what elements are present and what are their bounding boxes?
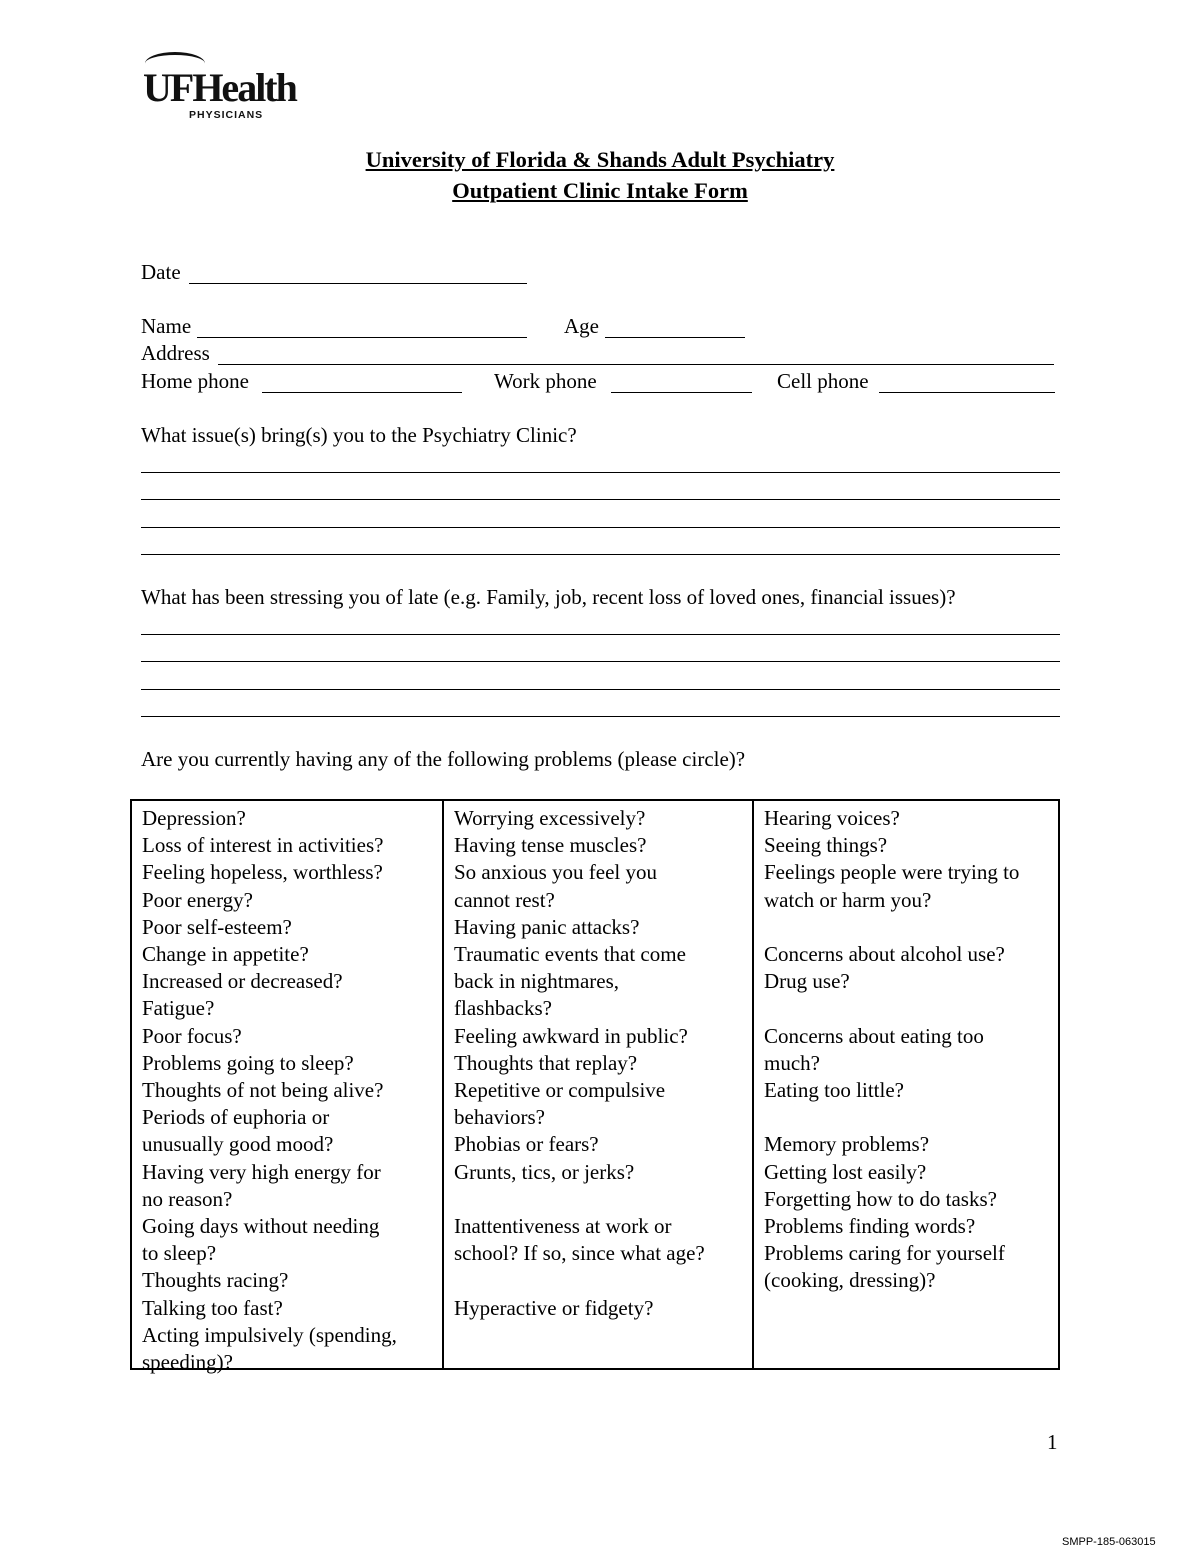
name-field[interactable] [197,337,527,338]
problem-item[interactable]: Hearing voices? [764,806,900,830]
problem-item[interactable]: flashbacks? [454,996,552,1021]
page-number: 1 [1047,1430,1058,1454]
stress-answer-line[interactable] [141,689,1060,690]
problem-item[interactable]: Getting lost easily? [764,1159,927,1184]
issues-answer-line[interactable] [141,499,1060,500]
problem-item[interactable]: Phobias or fears? [454,1132,599,1157]
stress-answer-line[interactable] [141,661,1060,662]
problem-item[interactable]: Talking too fast? [142,1295,283,1320]
problem-item[interactable]: Repetitive or compulsive [454,1078,666,1103]
problem-item[interactable]: Going days without needing [142,1214,380,1239]
spacer [764,914,1048,941]
problem-item[interactable]: Acting impulsively (spending, [142,1322,397,1347]
spacer [454,1267,742,1294]
issues-answer-line[interactable] [141,527,1060,528]
problem-item[interactable]: Thoughts of not being alive? [142,1078,384,1103]
problem-item[interactable]: school? If so, since what age? [454,1241,705,1266]
date-label: Date [141,260,181,284]
problem-item[interactable]: Problems finding words? [764,1214,976,1238]
logo-sub-text: PHYSICIANS [189,109,264,121]
problem-item[interactable]: Poor self-esteem? [142,914,292,939]
problem-item[interactable]: Fatigue? [142,996,215,1021]
problem-item[interactable]: Feeling awkward in public? [454,1023,688,1048]
problem-item[interactable]: much? [764,1050,820,1075]
problem-item[interactable]: Memory problems? [764,1132,930,1157]
date-field[interactable] [189,283,527,284]
stress-question: What has been stressing you of late (e.g. Family, job, recent loss of loved ones, financial issues)? [141,585,956,609]
problem-item[interactable]: Change in appetite? [142,942,309,967]
name-label: Name [141,314,192,338]
problem-item[interactable]: Thoughts racing? [142,1268,289,1293]
problem-item[interactable]: Poor energy? [142,887,253,912]
problem-item[interactable]: (cooking, dressing)? [764,1268,936,1293]
spacer [764,995,1048,1022]
problem-item[interactable]: speeding)? [142,1350,233,1375]
age-label: Age [564,314,599,338]
problem-item[interactable]: Eating too little? [764,1078,904,1102]
problem-item[interactable]: Having very high energy for [142,1159,381,1184]
problem-item[interactable]: Thoughts that replay? [454,1050,638,1075]
problems-column-other [752,801,1058,1368]
problem-item[interactable]: Increased or decreased? [142,969,343,994]
form-title-line2: Outpatient Clinic Intake Form [452,178,748,203]
problem-item[interactable]: behaviors? [454,1105,545,1130]
problem-item[interactable]: cannot rest? [454,887,555,912]
problem-item[interactable]: Drug use? [764,969,850,994]
problem-item[interactable]: Inattentiveness at work or [454,1214,672,1239]
form-title-line1: University of Florida & Shands Adult Psychiatry [365,147,835,172]
problem-item[interactable]: Having tense muscles? [454,833,647,858]
spacer [454,1186,742,1213]
problem-item[interactable]: Feelings people were trying to [764,860,1020,885]
problem-item[interactable]: unusually good mood? [142,1132,334,1157]
problems-question: Are you currently having any of the following problems (please circle)? [141,747,746,771]
problem-item[interactable]: Forgetting how to do tasks? [764,1186,997,1211]
problem-item[interactable]: Problems going to sleep? [142,1050,354,1075]
logo-main-text: UFHealth [143,65,296,110]
home-phone-field[interactable] [262,392,462,393]
home-phone-label: Home phone [141,369,249,393]
problem-item[interactable]: Periods of euphoria or [142,1105,330,1130]
age-field[interactable] [605,337,745,338]
work-phone-field[interactable] [611,392,752,393]
problem-item[interactable]: So anxious you feel you [454,860,657,885]
problem-item[interactable]: no reason? [142,1186,233,1211]
work-phone-label: Work phone [494,369,597,393]
problem-item[interactable]: Loss of interest in activities? [142,833,384,858]
problems-table [130,799,1060,1375]
cell-phone-field[interactable] [879,392,1055,393]
problem-item[interactable]: Poor focus? [142,1023,242,1048]
problem-item[interactable]: Problems caring for yourself [764,1241,1005,1266]
stress-answer-line[interactable] [141,634,1060,635]
problem-item[interactable]: to sleep? [142,1241,217,1266]
problem-item[interactable]: Traumatic events that come [454,942,686,967]
problem-item[interactable]: Worrying excessively? [454,806,646,830]
problem-item[interactable]: Having panic attacks? [454,914,640,939]
issues-answer-line[interactable] [141,554,1060,555]
problems-column-mood [132,801,442,1375]
problems-column-anxiety [442,801,752,1368]
problem-item[interactable]: watch or harm you? [764,887,932,912]
address-label: Address [141,341,210,365]
ufhealth-logo [143,52,318,122]
problem-item[interactable]: Depression? [142,806,246,830]
issues-question: What issue(s) bring(s) you to the Psychiatry Clinic? [141,423,577,447]
problem-item[interactable]: Feeling hopeless, worthless? [142,860,383,885]
form-code: SMPP-185-063015 [1062,1536,1156,1548]
stress-answer-line[interactable] [141,716,1060,717]
problem-item[interactable]: Seeing things? [764,833,888,858]
problem-item[interactable]: back in nightmares, [454,969,620,994]
problem-item[interactable]: Hyperactive or fidgety? [454,1295,654,1320]
problem-item[interactable]: Concerns about alcohol use? [764,942,1005,966]
cell-phone-label: Cell phone [777,369,869,393]
address-field[interactable] [218,364,1054,365]
issues-answer-line[interactable] [141,472,1060,473]
problem-item[interactable]: Grunts, tics, or jerks? [454,1159,635,1184]
problem-item[interactable]: Concerns about eating too [764,1023,984,1048]
spacer [764,1104,1048,1131]
